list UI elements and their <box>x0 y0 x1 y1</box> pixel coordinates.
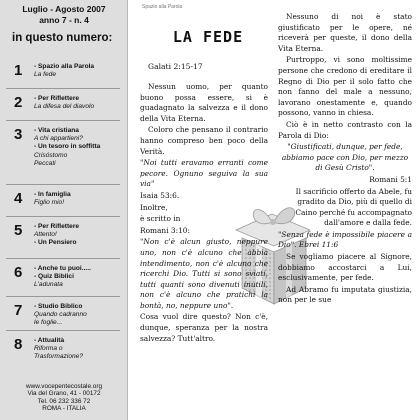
article-paragraph: Romani 5:1 <box>369 174 412 184</box>
toc-item-subtitle: La difesa del diavolo <box>34 103 95 111</box>
section-header: Spazio alla Parola <box>142 4 183 10</box>
toc-item-subtitle: Peccati <box>34 159 56 167</box>
toc-item-number: 8 <box>14 336 23 353</box>
toc-item-subtitle: le foglie... <box>34 319 63 327</box>
article-paragraph: Inoltre, <box>140 202 168 212</box>
toc-item-subtitle: Attento! <box>34 231 57 239</box>
toc-divider <box>6 120 120 121</box>
issue-number: anno 7 - n. 4 <box>39 15 89 25</box>
article-paragraph: Isaia 53:6. <box>140 190 180 200</box>
article-title: LA FEDE <box>172 28 244 46</box>
article-paragraph: Nessuno di noi è stato giustificato per le opere, né riceverà per queste, il dono della Vita Eterna. <box>278 12 412 53</box>
article-paragraph: "Giustificati, dunque, per fede, abbiamo pace con Dio, per mezzo di Gesù Cristo". <box>281 142 409 173</box>
article-column-right <box>278 12 412 307</box>
article-paragraph: è scritto in <box>140 214 181 224</box>
toc-item[interactable] <box>34 191 126 207</box>
toc-item-number: 4 <box>14 190 23 207</box>
toc-item-number: 2 <box>14 94 23 111</box>
toc-item-title: - Vita cristiana <box>34 127 79 134</box>
toc-item-number: 5 <box>14 222 23 239</box>
toc-item[interactable] <box>34 63 126 79</box>
toc-item-subtitle: Riforma o <box>34 345 63 353</box>
toc-divider <box>6 296 120 297</box>
issue-date: Luglio - Agosto 2007 <box>22 4 106 14</box>
toc-item[interactable] <box>34 127 126 168</box>
toc-item[interactable] <box>34 223 126 248</box>
toc-item-title: - Anche tu puoi..... <box>34 265 91 272</box>
footer-line: Tel. 06 232 336 72 <box>37 397 91 405</box>
article-paragraph: "Noi tutti eravamo erranti come pecore. Ognuno seguiva la sua via" <box>140 158 268 189</box>
toc-item-title: - Spazio alla Parola <box>34 63 95 70</box>
toc-item-title: - In famiglia <box>34 191 71 198</box>
toc-item-number: 6 <box>14 264 23 281</box>
sidebar-toc <box>0 0 128 420</box>
toc-divider <box>6 258 120 259</box>
toc-item[interactable] <box>34 95 126 111</box>
footer-line: www.vocepentecostale.org <box>25 383 103 390</box>
footer-line: ROMA - ITALIA <box>42 405 86 413</box>
toc-item[interactable] <box>34 337 126 362</box>
toc-item-title: - Un tesoro in soffitta <box>34 143 101 151</box>
article-paragraph: Coloro che pensano il contrario hanno compreso ben poco della Verità. <box>140 125 268 156</box>
footer-line: Via del Grano, 41 - 00172 <box>27 390 101 398</box>
toc-item-subtitle: Crisóstomo <box>34 151 68 159</box>
article-paragraph: Ciò è in netto contrasto con la Parola di Dio: <box>278 119 412 140</box>
article-paragraph: Se vogliamo piacere al Signore, dobbiamo accostarci a Lui, esclusivamente, per fede. <box>278 252 412 283</box>
footer-contact <box>0 383 128 413</box>
toc-item-title: - Attualità <box>34 337 65 344</box>
toc-item-subtitle: A chi appartieni? <box>34 135 83 143</box>
article-column-left <box>140 82 268 345</box>
article-paragraph: "Senza fede è impossibile piacere a Dio". Ebrei 11:6 <box>278 229 412 250</box>
toc-item[interactable] <box>34 265 126 290</box>
toc-item-subtitle: L'adunata <box>34 281 63 289</box>
toc-item-title: - Quiz Biblici <box>34 273 74 281</box>
toc-item-subtitle: La fede <box>34 71 56 79</box>
toc-item-title: - Per Riflettere <box>34 223 80 230</box>
toc-divider <box>6 88 120 89</box>
toc-item-number: 3 <box>14 126 23 143</box>
article-paragraph: "Non c'è alcun giusto, neppure uno, non c'è alcuno che abbia intendimento, non c'è alcuno che ricerchi Dio. Tutti si sono sviati, tutti quanti sono divenuti inutili, non c'è alcuno che pratichi la bontà, no, neppure uno". <box>140 237 268 310</box>
article-page <box>128 0 420 420</box>
toc-item-number: 7 <box>14 302 23 319</box>
toc-item[interactable] <box>34 303 126 328</box>
toc-item-subtitle: Trasformazione? <box>34 353 83 361</box>
toc-item-title: - Studio Biblico <box>34 303 83 310</box>
toc-divider <box>6 184 120 185</box>
toc-item-title: - Un Pensiero <box>34 239 77 247</box>
article-paragraph: Purtroppo, vi sono moltissime persone che credono di ereditare il Regno di Dio per il solo fatto che non fanno del male a nessuno, lavorano onestamente e, quando possono, vanno in chiesa. <box>278 55 412 118</box>
toc-item-number: 1 <box>14 62 23 79</box>
toc-item-subtitle: Figlio mio! <box>34 199 65 207</box>
toc-title: in questo numero: <box>12 32 113 44</box>
article-paragraph: Romani 3:10: <box>140 225 190 235</box>
toc-divider <box>6 216 120 217</box>
article-reference: Galati 2:15-17 <box>148 62 203 71</box>
toc-divider <box>6 330 120 331</box>
toc-item-subtitle: Quando cadranno <box>34 311 87 319</box>
toc-item-title: - Per Riflettere <box>34 95 80 102</box>
article-paragraph: Il sacrificio offerto da Abele, fu gradito da Dio, più di quello di Caino perché fu accompagnato dall'amore e dalla fede. <box>295 186 412 228</box>
article-paragraph: Nessun uomo, per quanto buono possa essere, si è guadagnato la salvezza e il dono della Vita Eterna. <box>140 82 268 123</box>
article-paragraph: Cosa vuol dire questo? Non c'è, dunque, speranza per la nostra salvezza? Tutt'altro. <box>140 312 268 343</box>
article-paragraph: Ad Abramo fu imputata giustizia, non per le sue <box>278 284 412 305</box>
